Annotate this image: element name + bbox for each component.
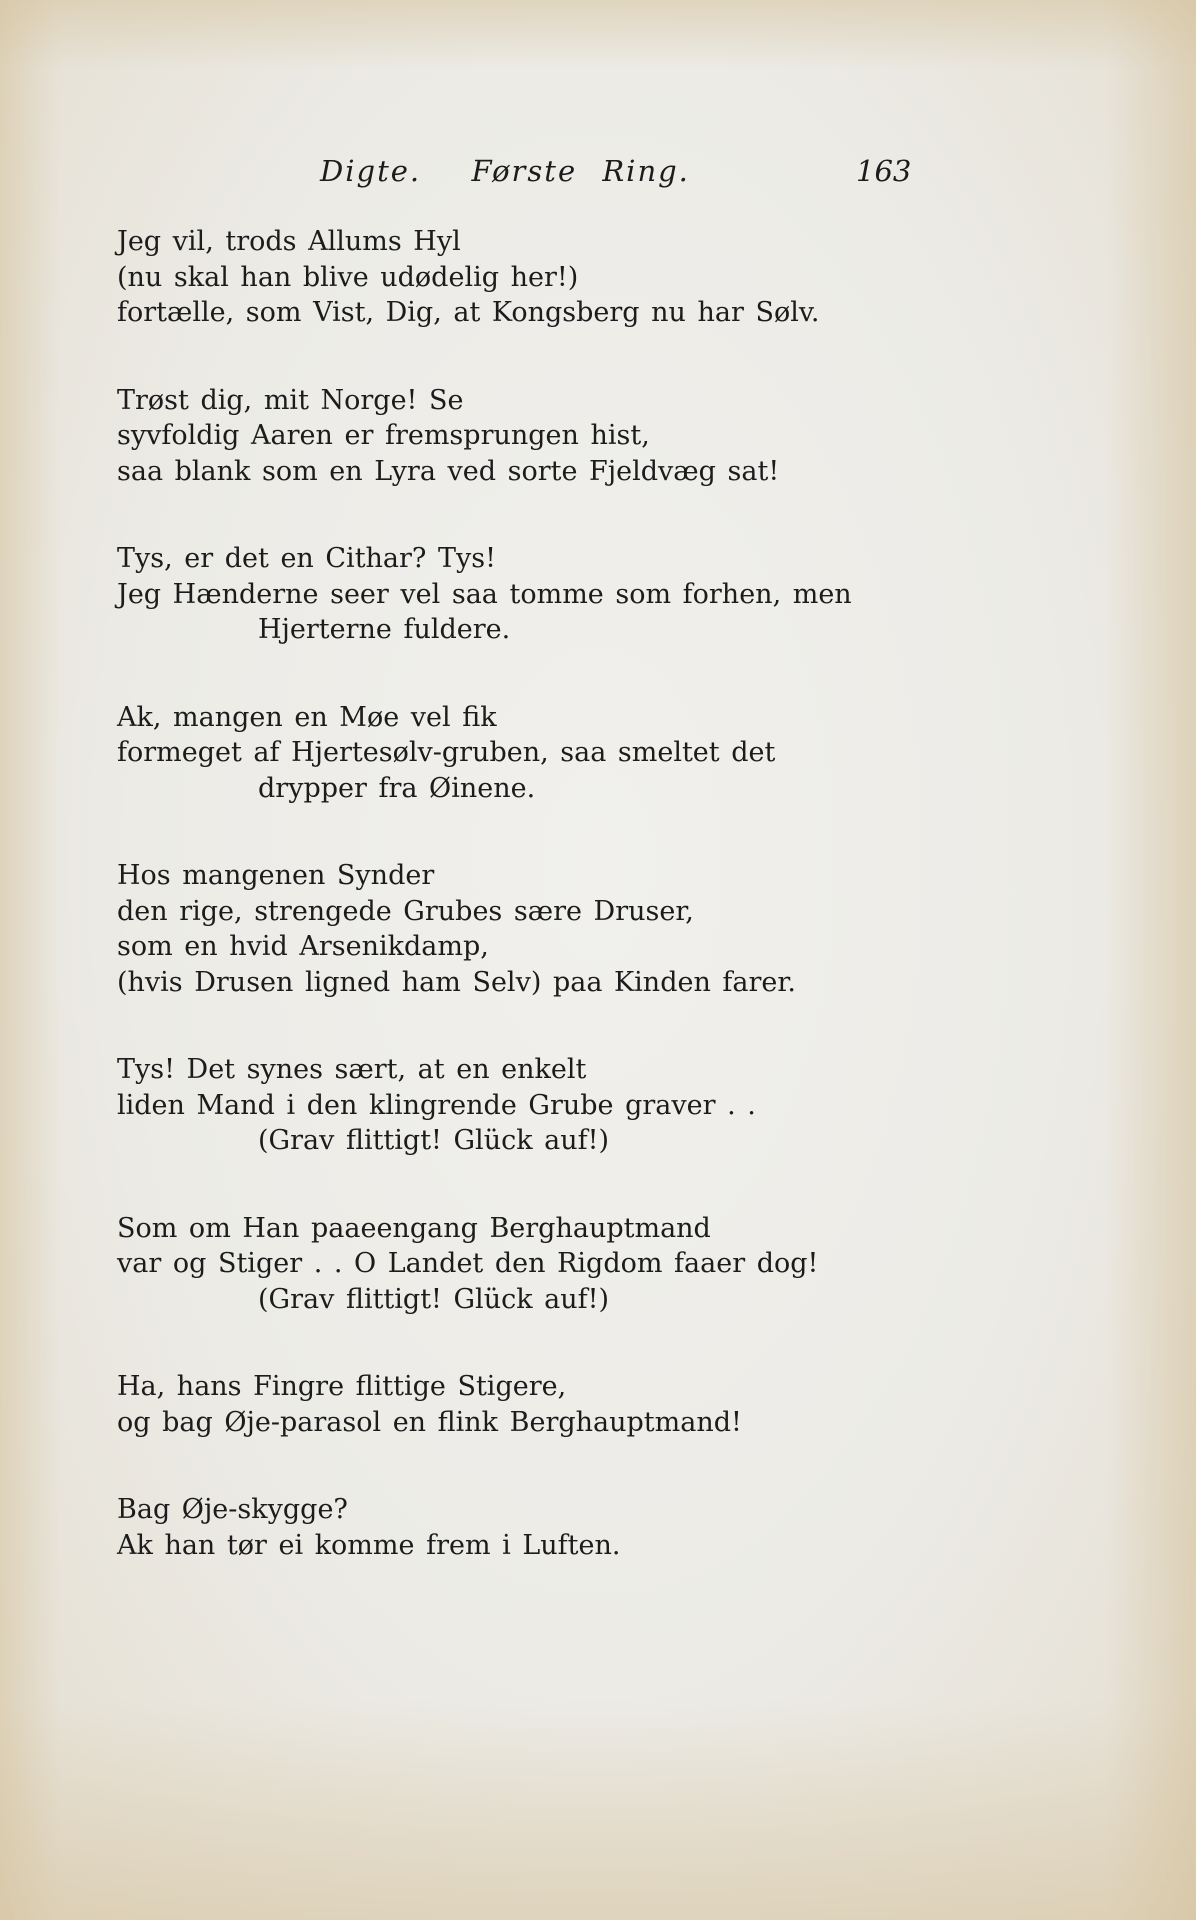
poem-line: Hjerterne fuldere.	[258, 614, 511, 645]
running-header	[0, 154, 1196, 194]
paper-edge-right	[1106, 0, 1196, 1920]
stanza	[117, 700, 1117, 807]
paper-edge-bottom	[0, 1700, 1196, 1920]
stanza	[117, 541, 1117, 648]
paper-edge-top	[0, 0, 1196, 70]
poem-line: Hos mangenen Synder	[117, 860, 435, 891]
poem-line: Tys, er det en Cithar? Tys!	[117, 543, 496, 574]
page-number: 163	[856, 154, 912, 188]
poem-line: (nu skal han blive udødelig her!)	[117, 261, 579, 293]
poem-line: (Grav flittigt! Glück auf!)	[258, 1283, 610, 1315]
stanza	[117, 1052, 1117, 1159]
poem-line: Som om Han paaeengang Berghauptmand	[117, 1212, 711, 1244]
poem-line: Ha, hans Fingre flittige Stigere,	[117, 1371, 567, 1402]
stanza	[117, 224, 1117, 331]
stanza	[117, 1492, 1117, 1563]
poem-line: Bag Øje-skygge?	[117, 1494, 348, 1525]
poem-line: liden Mand i den klingrende Grube graver . .	[117, 1089, 756, 1121]
stanza	[117, 858, 1117, 1000]
poem-body	[117, 224, 1117, 1615]
poem-line: Trøst dig, mit Norge! Se	[117, 384, 464, 416]
poem-line: formeget af Hjertesølv-gruben, saa smeltet det	[117, 737, 776, 768]
poem-line: fortælle, som Vist, Dig, at Kongsberg nu har Sølv.	[117, 297, 820, 328]
running-title: Digte. Første Ring.	[320, 154, 690, 188]
poem-line: og bag Øje-parasol en flink Berghauptmand!	[117, 1406, 742, 1438]
poem-line: som en hvid Arsenikdamp,	[117, 931, 489, 962]
poem-line: var og Stiger . . O Landet den Rigdom faaer dog!	[117, 1248, 819, 1279]
stanza	[117, 1211, 1117, 1318]
poem-line: syvfoldig Aaren er fremsprungen hist,	[117, 420, 650, 451]
paper-edge-left	[0, 0, 60, 1920]
poem-line: den rige, strengede Grubes sære Druser,	[117, 895, 694, 927]
poem-line: Jeg vil, trods Allums Hyl	[117, 226, 461, 257]
poem-line: (hvis Drusen ligned ham Selv) paa Kinden farer.	[117, 966, 796, 998]
stanza	[117, 383, 1117, 490]
poem-line: Tys! Det synes sært, at en enkelt	[117, 1054, 587, 1085]
poem-line: Ak, mangen en Møe vel fik	[117, 701, 497, 733]
poem-line: (Grav flittigt! Glück auf!)	[258, 1125, 610, 1156]
poem-line: Jeg Hænderne seer vel saa tomme som forhen, men	[117, 578, 852, 610]
poem-line: Ak han tør ei komme frem i Luften.	[117, 1529, 621, 1561]
stanza	[117, 1369, 1117, 1440]
poem-line: saa blank som en Lyra ved sorte Fjeldvæg sat!	[117, 455, 780, 487]
poem-line: drypper fra Øinene.	[258, 772, 536, 804]
